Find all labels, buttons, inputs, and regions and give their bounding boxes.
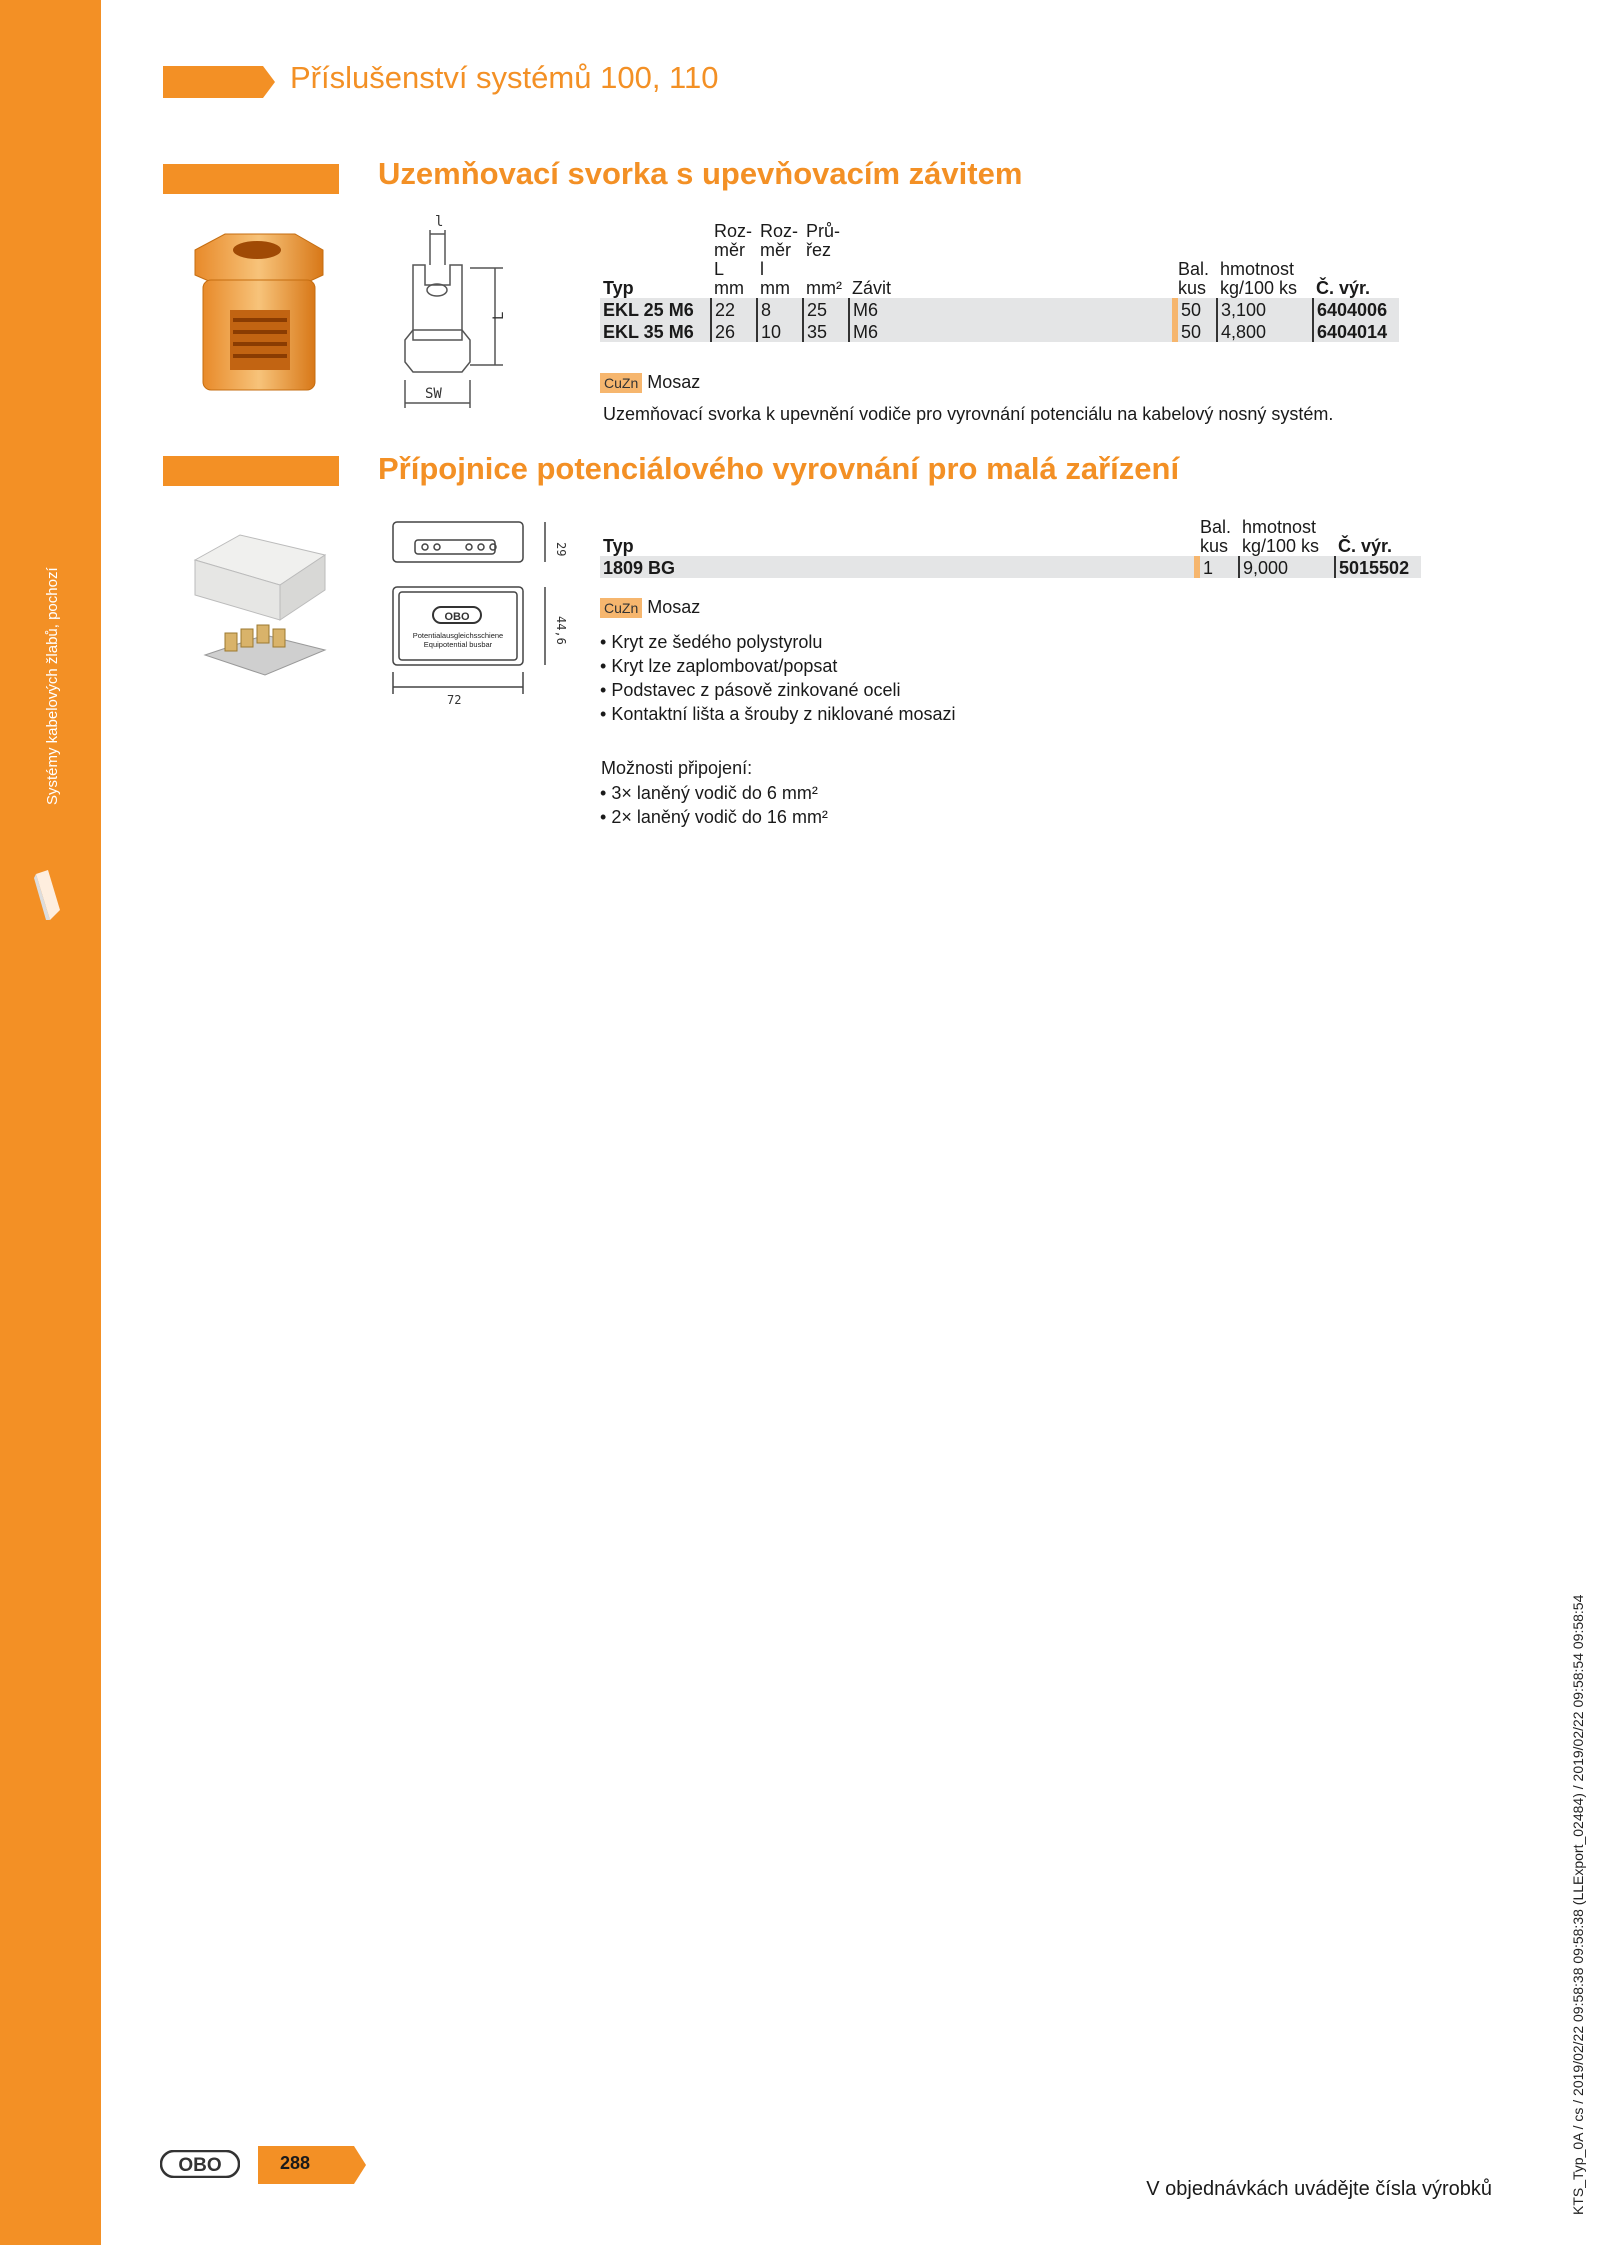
col-typ: Typ (603, 536, 634, 556)
material-line (600, 597, 700, 618)
dim-L-label: L (491, 311, 507, 320)
spec-table-2 (600, 518, 1421, 578)
connection-title: Možnosti připojení: (601, 758, 753, 778)
list-item: • 3× laněný vodič do 6 mm² (600, 781, 828, 805)
feature-list (600, 630, 955, 726)
export-metadata: KTS_Typ_0A / cs / 2019/02/22 09:58:38 09:58:38 (LLExport_02484) / 2019/02/22 09:58:54 09:58:54 (1570, 1594, 1586, 2215)
list-item: • Kontaktní lišta a šrouby z niklované mosazi (600, 702, 955, 726)
drawing-label-2: Equipotential busbar (423, 640, 493, 649)
footer-note: V objednávkách uvádějte čísla výrobků (1146, 2178, 1492, 2200)
clamp-product-image (185, 230, 330, 400)
page-number-tab (258, 2146, 366, 2184)
material-badge: CuZn (600, 598, 642, 618)
col-typ: Typ (603, 278, 634, 298)
col-cvyr: Č. výr. (1316, 278, 1371, 298)
col-zavit: Závit (852, 278, 892, 298)
material-label: Mosaz (647, 372, 701, 392)
list-item: • Kryt lze zaplombovat/popsat (600, 654, 955, 678)
table-row: EKL 35 M6 26 10 35 M6 50 4,800 6404014 (600, 320, 1399, 342)
dim-width: 72 (447, 693, 462, 707)
product-description: Uzemňovací svorka k upevnění vodiče pro vyrovnání potenciálu na kabelový nosný systém. (603, 404, 1334, 424)
col-roz-L: Roz- měr L mm (714, 221, 753, 298)
dim-height: 29 (554, 542, 568, 557)
list-item: • 2× laněný vodič do 16 mm² (600, 805, 828, 829)
obo-logo (160, 2150, 240, 2178)
drawing-label-1: Potentialausgleichsschiene (412, 631, 504, 640)
section-bar (163, 164, 339, 194)
col-hmotnost: hmotnost kg/100 ks (1220, 259, 1298, 298)
col-hmotnost: hmotnost kg/100 ks (1242, 517, 1320, 556)
col-prurez: Prů- řez mm² (806, 221, 842, 298)
section-bar (163, 456, 339, 486)
col-cvyr: Č. výr. (1338, 536, 1393, 556)
col-bal: Bal. kus (1178, 259, 1210, 298)
material-badge: CuZn (600, 373, 642, 393)
sidebar (0, 0, 101, 2245)
sidebar-tab-icon (34, 870, 60, 920)
spec-table-1 (600, 222, 1399, 342)
material-line (600, 372, 700, 393)
clamp-dimension-drawing (385, 210, 545, 420)
section-title: Uzemňovací svorka s upevňovacím závitem (378, 156, 1023, 191)
table-row: 1809 BG 1 9,000 5015502 (600, 556, 1421, 578)
section-title: Přípojnice potenciálového vyrovnání pro malá zařízení (378, 451, 1180, 486)
svg-text:OBO: OBO (178, 2155, 222, 2176)
list-item: • Kryt ze šedého polystyrolu (600, 630, 955, 654)
sidebar-label: Systémy kabelových žlabů, pochozí (44, 567, 61, 805)
header-tab-arrow (163, 66, 275, 98)
busbar-dimension-drawing (385, 512, 570, 707)
table-row: EKL 25 M6 22 8 25 M6 50 3,100 6404006 (600, 298, 1399, 320)
list-item: • Podstavec z pásově zinkované oceli (600, 678, 955, 702)
busbar-product-image (185, 525, 335, 695)
connection-list (600, 781, 828, 829)
dim-sw-label: SW (425, 386, 442, 402)
page-number: 288 (280, 2153, 311, 2173)
col-bal: Bal. kus (1200, 517, 1232, 556)
dim-l-label: l (435, 214, 444, 230)
obo-mini-logo: OBO (444, 611, 470, 623)
col-roz-l: Roz- měr l mm (760, 221, 799, 298)
material-label: Mosaz (647, 597, 701, 617)
dim-depth: 44,6 (554, 616, 568, 645)
page-title: Příslušenství systémů 100, 110 (290, 60, 719, 95)
